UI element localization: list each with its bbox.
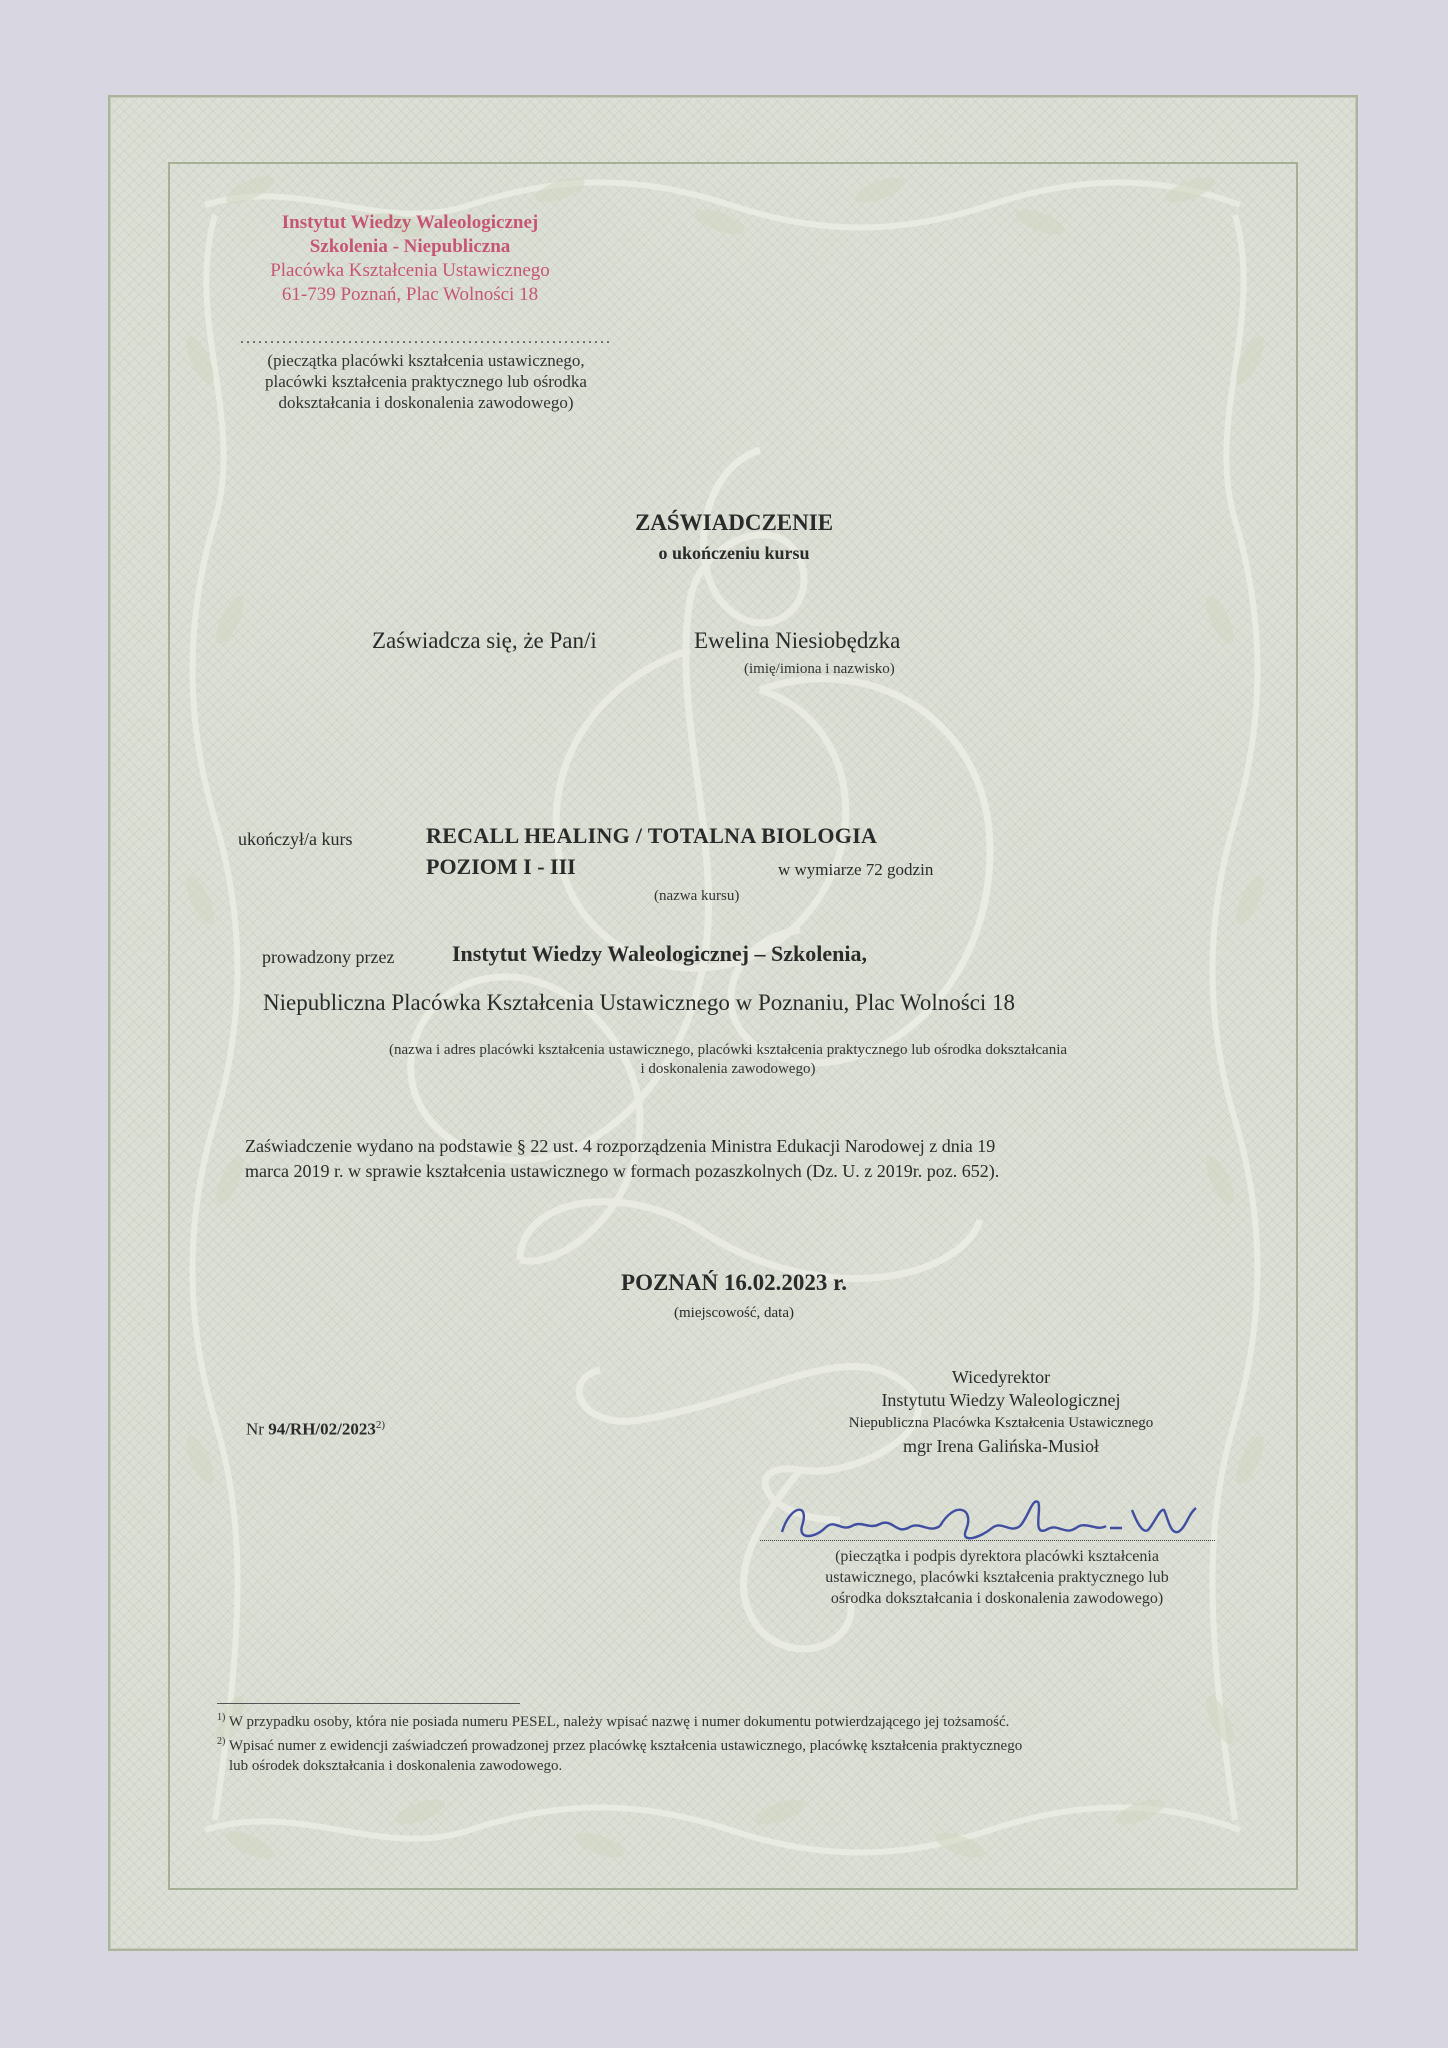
legal-basis-line-2: marca 2019 r. w sprawie kształcenia ustawicznego w formach pozaszkolnych (Dz. U. z 2019r. poz. 652). bbox=[245, 1161, 1000, 1181]
stamp-caption bbox=[236, 330, 616, 413]
footnote-2-continuation: lub ośrodek dokształcania i doskonalenia zawodowego. bbox=[229, 1758, 563, 1774]
course-lead: ukończył/a kurs bbox=[238, 829, 353, 849]
certificate-number bbox=[246, 1419, 385, 1440]
legal-basis-line-1: Zaświadczenie wydano na podstawie § 22 ust. 4 rozporządzenia Ministra Edukacji Narodowej z dnia 19 bbox=[245, 1136, 996, 1156]
footnote-2-mark: 2) bbox=[217, 1736, 226, 1747]
signatory-facility: Niepubliczna Placówka Kształcenia Ustawicznego bbox=[848, 1415, 1154, 1431]
footnote-2 bbox=[217, 1732, 1257, 1756]
provider-caption bbox=[228, 1041, 1228, 1079]
course-name-line-1: RECALL HEALING / TOTALNA BIOLOGIA bbox=[426, 823, 878, 848]
provider-caption-line-1: (nazwa i adres placówki kształcenia ustawicznego, placówki kształcenia praktycznego lub ośrodka dokształcania bbox=[388, 1042, 1068, 1058]
place-date: POZNAŃ 16.02.2023 r. bbox=[621, 1270, 847, 1295]
footnote-1-text: W przypadku osoby, która nie posiada numeru PESEL, należy wpisać nazwę i numer dokumentu potwierdzającego jej tożsamość. bbox=[228, 1714, 1010, 1730]
place-date-caption: (miejscowość, data) bbox=[674, 1305, 794, 1321]
signatory-caption-line-3: ośrodka dokształcania i doskonalenia zawodowego) bbox=[830, 1590, 1164, 1607]
certificate-number-footnote-mark: 2) bbox=[375, 1419, 386, 1431]
provider-address: Niepubliczna Placówka Kształcenia Ustawicznego w Poznaniu, Plac Wolności 18 bbox=[263, 990, 1016, 1015]
course-name-line-2: POZIOM I - III bbox=[426, 854, 576, 879]
stamp-caption-line-2: placówki kształcenia praktycznego lub ośrodka bbox=[265, 372, 587, 391]
stamp-caption-line-1: (pieczątka placówki kształcenia ustawicznego, bbox=[267, 351, 585, 370]
stamp-line-1: Instytut Wiedzy Waleologicznej bbox=[281, 212, 539, 233]
stamp-line-4: 61-739 Poznań, Plac Wolności 18 bbox=[281, 284, 539, 305]
vine-leaves bbox=[181, 171, 1269, 1864]
signatory-title: Wicedyrektor bbox=[951, 1367, 1051, 1387]
signatory-caption bbox=[772, 1546, 1222, 1609]
certificate-number-value: 94/RH/02/2023 bbox=[268, 1419, 376, 1439]
signatory-name: mgr Irena Galińska-Musioł bbox=[903, 1436, 1099, 1456]
legal-basis bbox=[245, 1134, 1245, 1184]
signatory-caption-line-1: (pieczątka i podpis dyrektora placówki kształcenia bbox=[835, 1548, 1159, 1565]
signature-dotted-line bbox=[760, 1540, 1215, 1541]
provider-lead: prowadzony przez bbox=[262, 947, 395, 967]
footnote-1-mark: 1) bbox=[217, 1712, 226, 1723]
footnote-2-text: Wpisać numer z ewidencji zaświadczeń prowadzonej przez placówkę kształcenia ustawicznego, placówkę kształcenia praktycznego bbox=[228, 1738, 1023, 1754]
person-name: Ewelina Niesiobędzka bbox=[694, 628, 901, 653]
footnotes bbox=[217, 1708, 1257, 1776]
document-subtitle: o ukończeniu kursu bbox=[658, 543, 810, 563]
institution-stamp bbox=[245, 211, 575, 307]
stamp-line-3: Placówka Kształcenia Ustawicznego bbox=[270, 260, 550, 281]
signatory-institution: Instytutu Wiedzy Waleologicznej bbox=[881, 1390, 1121, 1410]
footnote-1 bbox=[217, 1708, 1257, 1732]
attest-lead: Zaświadcza się, że Pan/i bbox=[372, 628, 597, 653]
stamp-dotted-line: .............................................................. bbox=[240, 330, 612, 347]
provider-name: Instytut Wiedzy Waleologicznej – Szkolenia, bbox=[452, 941, 867, 966]
provider-caption-line-2: i doskonalenia zawodowego) bbox=[640, 1061, 816, 1077]
signatory-caption-line-2: ustawicznego, placówki kształcenia praktycznego lub bbox=[825, 1569, 1169, 1586]
signatory-block bbox=[786, 1366, 1216, 1458]
document-title: ZAŚWIADCZENIE bbox=[634, 510, 834, 535]
person-name-caption: (imię/imiona i nazwisko) bbox=[744, 661, 895, 677]
footnote-separator bbox=[217, 1703, 520, 1704]
course-caption: (nazwa kursu) bbox=[654, 888, 740, 904]
stamp-line-2: Szkolenia - Niepubliczna bbox=[309, 236, 511, 257]
certificate-number-prefix: Nr bbox=[246, 1419, 269, 1439]
stamp-caption-line-3: dokształcania i doskonalenia zawodowego) bbox=[278, 393, 574, 412]
course-hours: w wymiarze 72 godzin bbox=[778, 860, 934, 879]
